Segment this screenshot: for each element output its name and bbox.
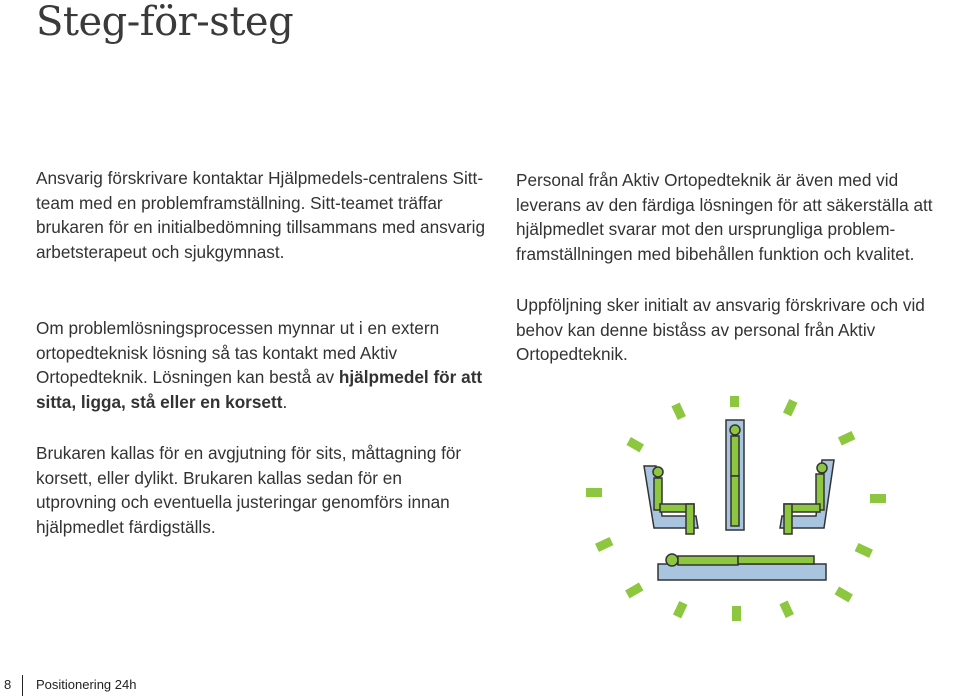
- page-title: Steg-för-steg: [36, 0, 294, 45]
- ray-mark: [732, 606, 741, 621]
- ray-mark: [671, 403, 685, 420]
- page-footer: [0, 675, 960, 696]
- footer-divider: [22, 675, 23, 696]
- left-paragraph-3: Brukaren kallas för en avgjutning för sits, måttagning för korsett, eller dylikt. Brukaren kallas sedan för en utprovning och eventuella justeringar genomförs innan hjälpmedlet färdigställs.: [36, 443, 462, 537]
- left-head: [653, 467, 663, 477]
- standing-torso: [731, 436, 739, 476]
- ray-mark: [779, 601, 793, 618]
- lying-legs: [738, 556, 814, 564]
- ray-mark: [673, 601, 687, 618]
- ray-mark: [838, 431, 855, 445]
- left-paragraph-2-end: .: [282, 391, 288, 412]
- right-paragraph-2: Uppföljning sker initialt av ansvarig förskrivare och vid behov kan denne biståss av personal från Aktiv Ortopedteknik.: [516, 295, 925, 365]
- ray-mark: [626, 437, 643, 452]
- lying-figure: [658, 554, 826, 580]
- right-head: [817, 463, 827, 473]
- ray-mark: [783, 399, 797, 416]
- left-paragraph-2-text: Om problemlösningsprocessen mynnar ut i en extern ortopedteknisk lösning så tas kontakt med Aktiv Ortopedteknik. Lösningen kan bestå av: [36, 318, 440, 388]
- ray-mark: [586, 488, 602, 497]
- left-shin: [686, 504, 694, 534]
- lying-torso: [678, 556, 738, 565]
- standing-head: [730, 425, 740, 435]
- lying-mattress: [658, 564, 826, 580]
- lying-head: [666, 554, 678, 566]
- page-number: 8: [4, 677, 12, 692]
- right-paragraph-1: Personal från Aktiv Ortopedteknik är även med vid leverans av den färdiga lösningen för att säkerställa att hjälpmedlet svarar mot den ursprungliga problem-framställningen med bibehållen funktion och kvalitet.: [516, 170, 933, 264]
- ray-mark: [870, 494, 886, 503]
- left-paragraph-2: [36, 316, 486, 414]
- ray-mark: [595, 537, 613, 552]
- right-shin: [784, 504, 792, 534]
- left-paragraph-2-bold: hjälpmedel för att sitta, ligga, stå eller en korsett: [36, 367, 483, 412]
- footer-label: Positionering 24h: [36, 677, 137, 692]
- ray-mark: [625, 583, 643, 599]
- positioning-figures-illustration: [586, 396, 960, 676]
- ray-mark: [855, 543, 873, 558]
- standing-legs: [731, 476, 739, 526]
- ray-mark: [835, 587, 853, 603]
- left-paragraph-1: Ansvarig förskrivare kontaktar Hjälpmedels-centralens Sitt-team med en problemframställning. Sitt-teamet träffar brukaren för en initialbedömning tillsammans med ansvarig arbetsterapeut och sjukgymnast.: [36, 168, 486, 262]
- seated-figure-left: [644, 466, 698, 534]
- standing-figure: [726, 420, 744, 530]
- seated-figure-right: [780, 460, 834, 534]
- ray-mark: [730, 396, 739, 407]
